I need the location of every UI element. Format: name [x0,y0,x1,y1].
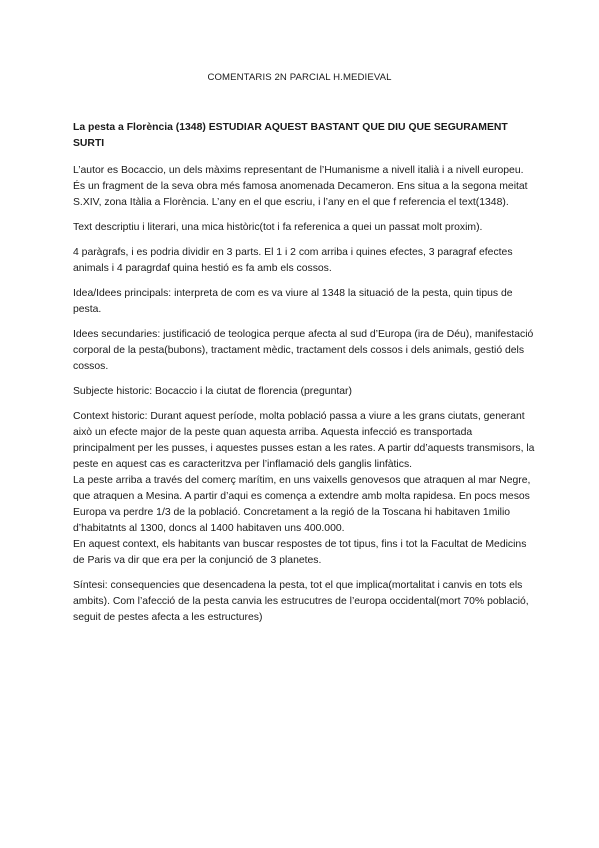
paragraph-historic-context: Context historic: Durant aquest període, molta població passa a viure a les grans ciutats, generant això un efecte major de la peste quan aquesta arriba. Aquesta infecció es transportada principalment per les pusses, i aquestes pusses estan a les rates. A partir dd’aquests transmisors, la peste en aquest cas es caracteritzva per l’inflamació dels ganglis linfàtics. [73,411,535,470]
paragraph-main-ideas: Idea/Idees principals: interpreta de com es va viure al 1348 la situació de la pesta, quin tipus de pesta. [73,288,513,315]
paragraph-plague-spread: La peste arriba a través del comerç marítim, en uns vaixells genovesos que atraquen al mar Negre, que atraquen a Mesina. A partir d’aqui es comença a extendre amb molta rapidesa. En pocs mesos Europa va perdre 1/3 de la població. Concretament a la regió de la Toscana hi habitaven 1milio d’habitatnts al 1300, doncs al 1400 habitaven uns 400.000. [73,475,531,534]
paragraph-structure: 4 paràgrafs, i es podria dividir en 3 parts. El 1 i 2 com arriba i quines efectes, 3 paragraf efectes animals i 4 paragrdaf quina hestió es fa amb els cossos. [73,247,513,274]
paragraph-synthesis: Síntesi: consequencies que desencadena la pesta, tot el que implica(mortalitat i canvis en tots els ambits). Com l’afecció de la pesta canvia les estrucutres de l’europa occidental(mort 70% població, seguit de pestes afecta a les estructures) [73,580,529,623]
paragraph-responses: En aquest context, els habitants van buscar respostes de tot tipus, fins i tot la Facultat de Medicins de Paris va dir que era per la conjunció de 3 planetes. [73,539,527,566]
document-title: La pesta a Florència (1348) ESTUDIAR AQUEST BASTANT QUE DIU QUE SEGURAMENT SURTI [73,122,508,149]
paragraph-historic-subject: Subjecte historic: Bocaccio i la ciutat de florencia (preguntar) [73,386,352,397]
document-header: COMENTARIS 2N PARCIAL H.MEDIEVAL [207,72,392,83]
paragraph-author: L’autor es Bocaccio, un dels màxims representant de l’Humanisme a nivell italià i a nivell europeu. És un fragment de la seva obra més famosa anomenada Decameron. Ens situa a la segona meitat S.XIV, zona Itàlia a Florència. L’any en el que escriu, i l’any en el que f referencia el text(1348). [73,165,528,208]
paragraph-secondary-ideas: Idees secundaries: justificació de teologica perque afecta al sud d’Europa (ira de Déu), manifestació corporal de la pesta(bubons), tractament mèdic, tractament dels cossos i dels animals, gestió dels cossos. [73,329,534,372]
document-body [73,120,535,635]
paragraph-text-type: Text descriptiu i literari, una mica històric(tot i fa referenica a quei un passat molt proxim). [73,222,483,233]
